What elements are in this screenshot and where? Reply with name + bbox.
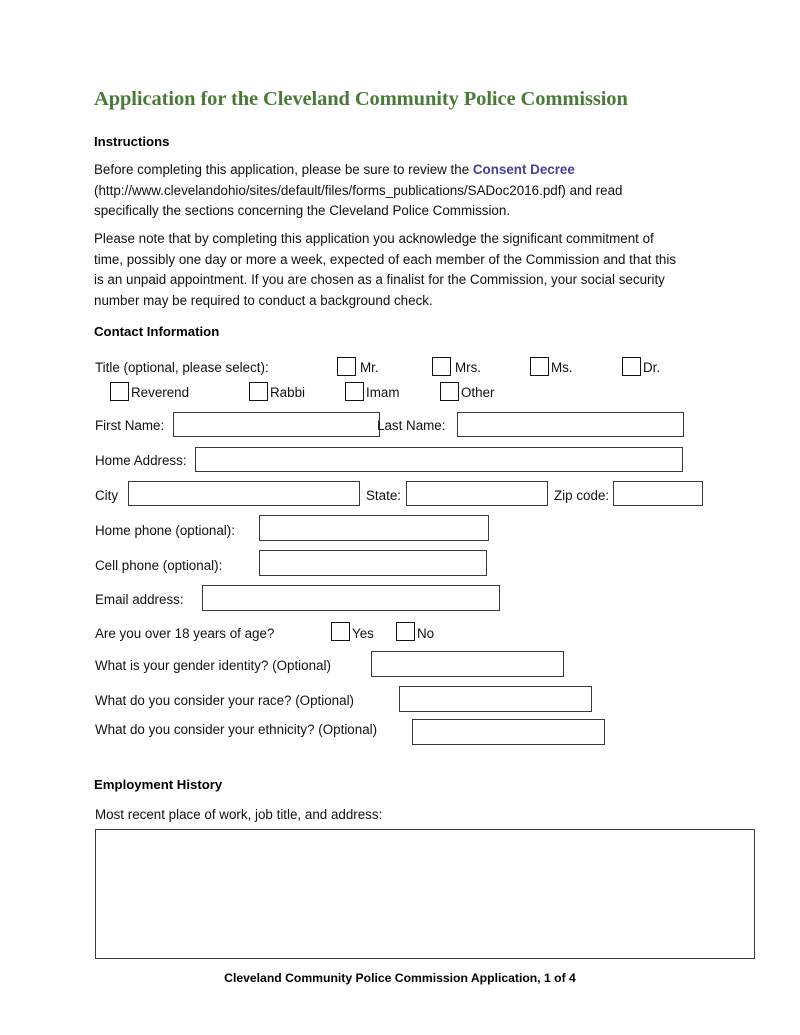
checkbox-label-over-18-no: No	[417, 626, 435, 641]
section-heading-instructions: Instructions	[94, 134, 170, 149]
state-input[interactable]	[406, 481, 548, 506]
state-label: State:	[366, 488, 401, 503]
email-address-input[interactable]	[202, 585, 500, 611]
zip-code-label: Zip code:	[554, 488, 610, 503]
instructions-paragraph-1	[94, 160, 684, 222]
cell-phone-input[interactable]	[259, 550, 487, 576]
city-input[interactable]	[128, 481, 360, 506]
employment-prompt-label: Most recent place of work, job title, and address:	[95, 807, 383, 822]
first-name-input[interactable]	[173, 412, 380, 437]
checkbox-title-other[interactable]	[440, 382, 459, 401]
section-heading-employment-history: Employment History	[94, 777, 223, 792]
page-title: Application for the Cleveland Community Police Commission	[94, 88, 628, 110]
checkbox-title-mr[interactable]	[337, 357, 356, 376]
over-18-label: Are you over 18 years of age?	[95, 626, 275, 641]
checkbox-label-mr: Mr.	[360, 360, 379, 375]
checkbox-label-ms: Ms.	[551, 360, 573, 375]
checkbox-label-imam: Imam	[366, 385, 400, 400]
first-name-label: First Name:	[95, 418, 165, 433]
checkbox-title-imam[interactable]	[345, 382, 364, 401]
cell-phone-label: Cell phone (optional):	[95, 558, 223, 573]
home-phone-label: Home phone (optional):	[95, 523, 235, 538]
checkbox-title-mrs[interactable]	[432, 357, 451, 376]
last-name-input[interactable]	[457, 412, 684, 437]
page-footer: Cleveland Community Police Commission Application, 1 of 4	[224, 971, 576, 985]
home-phone-input[interactable]	[259, 515, 489, 541]
checkbox-label-dr: Dr.	[643, 360, 661, 375]
race-label: What do you consider your race? (Optional)	[95, 693, 355, 708]
title-select-label: Title (optional, please select):	[95, 360, 269, 375]
home-address-input[interactable]	[195, 447, 683, 472]
checkbox-label-mrs: Mrs.	[455, 360, 482, 375]
gender-identity-label: What is your gender identity? (Optional)	[95, 658, 331, 673]
checkbox-title-rabbi[interactable]	[249, 382, 268, 401]
checkbox-over-18-no[interactable]	[396, 622, 415, 641]
checkbox-label-over-18-yes: Yes	[352, 626, 374, 641]
zip-code-input[interactable]	[613, 481, 703, 506]
consent-decree-link[interactable]: Consent Decree	[472, 162, 575, 177]
section-heading-contact-information: Contact Information	[94, 324, 220, 339]
instructions-text-after-link: (http://www.clevelandohio/sites/default/files/forms_publications/SADoc2016.pdf) and read specifically the sections concerning the Cleveland Police Commission.	[94, 182, 623, 218]
checkbox-title-reverend[interactable]	[110, 382, 129, 401]
instructions-text-before-link: Before completing this application, please be sure to review the	[94, 162, 473, 177]
ethnicity-label: What do you consider your ethnicity? (Optional)	[95, 722, 378, 737]
gender-identity-input[interactable]	[371, 651, 564, 677]
checkbox-label-rabbi: Rabbi	[270, 385, 305, 400]
checkbox-title-dr[interactable]	[622, 357, 641, 376]
race-input[interactable]	[399, 686, 592, 712]
checkbox-label-other: Other	[461, 385, 495, 400]
checkbox-label-reverend: Reverend	[131, 385, 190, 400]
last-name-label: Last Name:	[377, 418, 446, 433]
city-label: City	[95, 488, 119, 503]
employment-history-textarea[interactable]	[95, 829, 755, 959]
checkbox-title-ms[interactable]	[530, 357, 549, 376]
instructions-paragraph-2: Please note that by completing this application you acknowledge the significant commitment of time, possibly one day or more a week, expected of each member of the Commission and that this is an unpaid appointment. If you are chosen as a finalist for the Commission, your social security number may be required to conduct a background check.	[94, 231, 677, 308]
home-address-label: Home Address:	[95, 453, 187, 468]
email-address-label: Email address:	[95, 592, 184, 607]
ethnicity-input[interactable]	[412, 719, 605, 745]
checkbox-over-18-yes[interactable]	[331, 622, 350, 641]
